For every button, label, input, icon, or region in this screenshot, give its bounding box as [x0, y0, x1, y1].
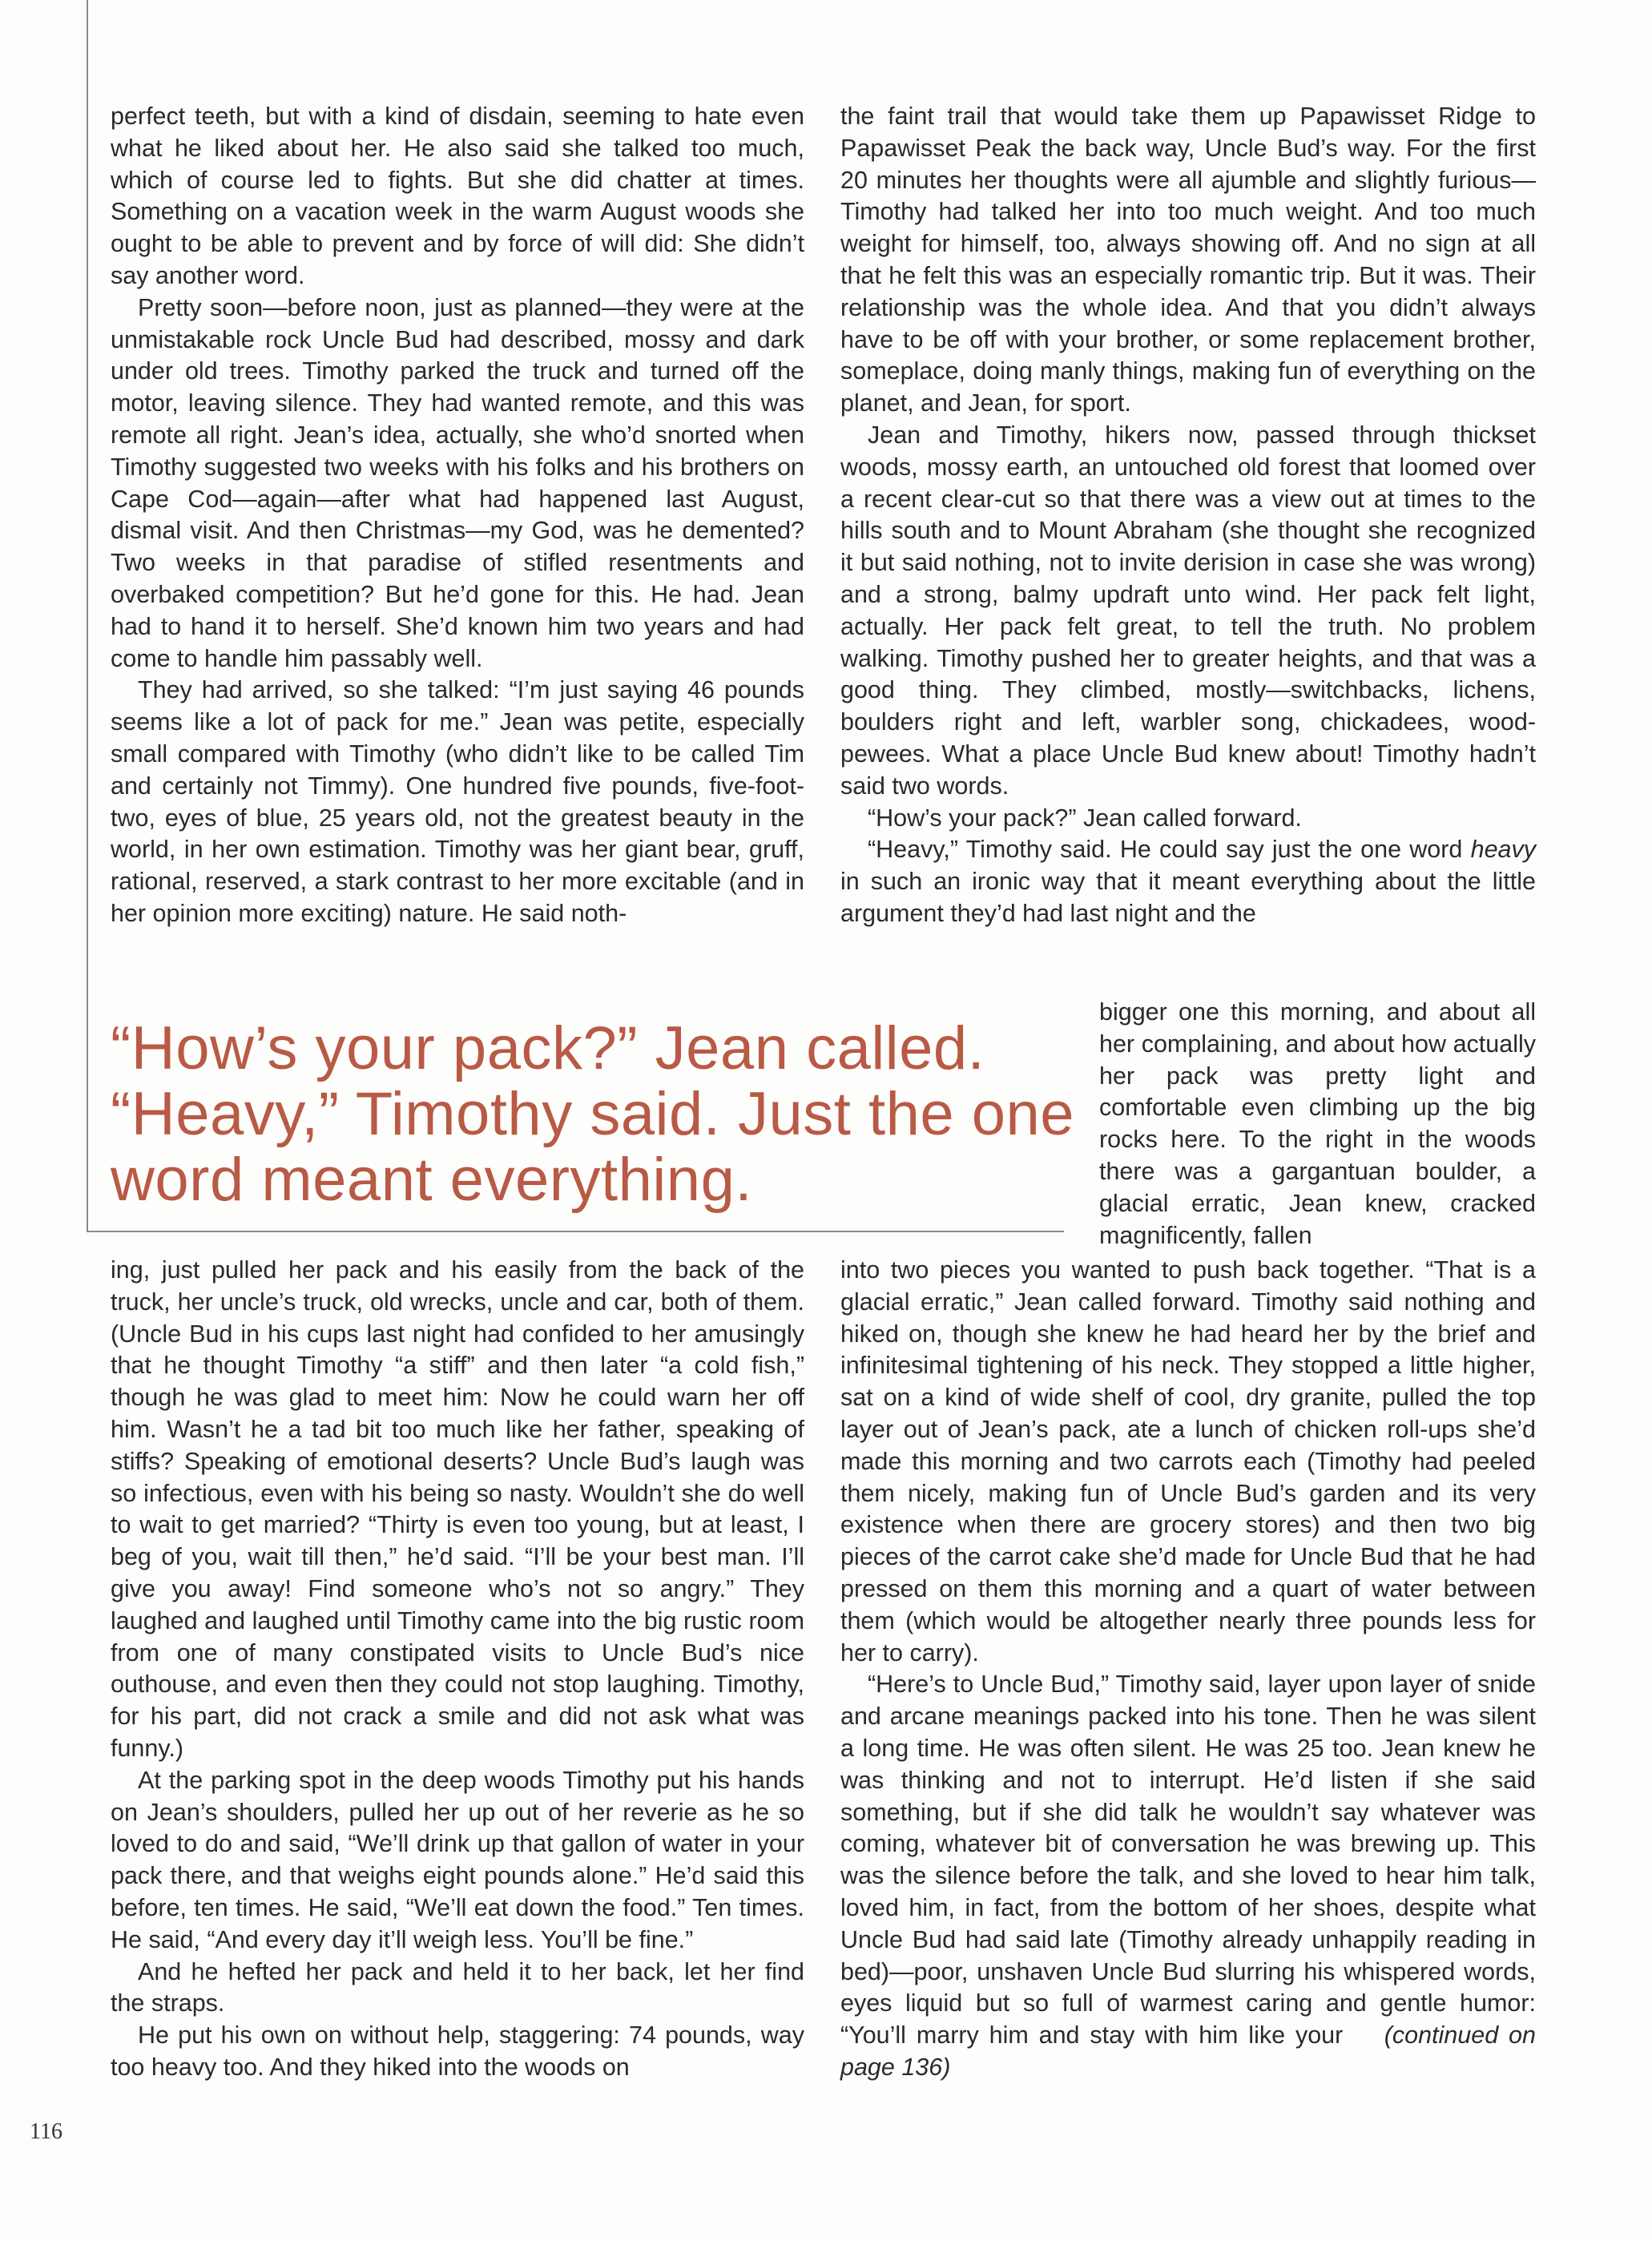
paragraph: perfect teeth, but with a kind of disdain, seeming to hate even what he liked about her. He also said she talked too much, which of course led to fights. But she did chatter at times. Something on a vacation week in the warm August woods she ought to be able to prevent and by force of will did: She didn’t say another word. — [111, 103, 804, 289]
text-run: “Heavy,” Timothy said. He could say just the one word — [868, 836, 1471, 864]
paragraph: Pretty soon—before noon, just as planned—they were at the unmistakable rock Uncle Bud had described, mossy and dark under old trees. Timothy parked the truck and turned off the motor, leaving silence. They had wanted remote, and this was remote all right. Jean’s idea, actually, she who’d snorted when Timothy suggested two weeks with his folks and his brothers on Cape Cod—again—after what had happened last August, dismal visit. And then Christmas—my God, was he demented? Two weeks in that paradise of stifled resentments and overbaked competition? But he’d gone for this. He had. Jean had to hand it to herself. She’d known him two years and had come to handle him passably well. — [111, 293, 804, 672]
column-left-bottom — [111, 1255, 804, 2084]
paragraph — [840, 1669, 1536, 2083]
column-right-narrow — [1099, 997, 1536, 1251]
paragraph: “How’s your pack?” Jean called forward. — [868, 804, 1302, 832]
paragraph: And he hefted her pack and held it to her back, let her find the straps. — [111, 1957, 804, 2017]
paragraph: Jean and Timothy, hikers now, passed through thickset woods, mossy earth, an untouched old forest that loomed over a recent clear-cut so that there was a view out at times to the hills south and to Mount Abraham (she thought she recognized it but said nothing, not to invite derision in case she was wrong) and a strong, balmy updraft unto wind. Her pack felt light, actually. Her pack felt great, to tell the truth. No problem walking. Timothy pushed her to greater heights, and that was a good thing. They climbed, mostly—switchbacks, lichens, boulders right and left, warbler song, chickadees, wood-pewees. What a place Uncle Bud knew about! Timothy hadn’t said two words. — [840, 421, 1536, 800]
paragraph: into two pieces you wanted to push back together. “That is a glacial erratic,” Jean called forward. Timothy said nothing and hiked on, though she knew he had heard her by the brief and infinitesimal tightening of his neck. They stopped a little higher, sat on a kind of wide shelf of cool, dry granite, pulled the top layer out of Jean’s pack, ate a lunch of chicken roll-ups she’d made this morning and two carrots each (Timothy had peeled them nicely, making fun of Uncle Bud’s garden and its very existence when there are grocery stores) and then two big pieces of the carrot cake she’d made for Uncle Bud that he had pressed on them this morning and a quart of water between them (which would be altogether nearly three pounds less for her to carry). — [840, 1256, 1536, 1667]
paragraph: the faint trail that would take them up Papawisset Ridge to Papawisset Peak the back way, Uncle Bud’s way. For the first 20 minutes her thoughts were all ajumble and slightly furious—Timothy had talked her into too much weight. And too much weight for himself, too, always showing off. And no sign at all that he felt this was an especially romantic trip. But it was. Their relationship was the whole idea. And that you didn’t always have to be off with your brother, or some replacement brother, someplace, doing manly things, making fun of everything on the planet, and Jean, for sport. — [840, 103, 1536, 417]
italic-word: heavy — [1470, 836, 1536, 864]
paragraph — [840, 834, 1536, 929]
horizontal-rule — [87, 1231, 1064, 1232]
continued-note: (continued on page 136) — [840, 2021, 1536, 2081]
vertical-rule — [87, 0, 88, 1232]
pull-quote: “How’s your pack?” Jean called. “Heavy,” Timothy said. Just the one word meant everything. — [111, 1014, 1075, 1214]
paragraph: ing, just pulled her pack and his easily from the back of the truck, her uncle’s truck, old wrecks, uncle and car, both of them. (Uncle Bud in his cups last night had confided to her amusingly that he thought Timothy “a stiff” and then later “a cold fish,” though he was glad to meet him: Now he could warn her off him. Wasn’t he a tad bit too much like her father, speaking of stiffs? Speaking of emotional deserts? Uncle Bud’s laugh was so infectious, even with his being so nasty. Wouldn’t she do well to wait to get married? “Thirty is even too young, but at least, I beg of you, wait till then,” he’d said. “I’ll be your best man. I’ll give you away! Find someone who’s not so angry.” They laughed and laughed until Timothy came into the big rustic room from one of many constipated visits to Uncle Bud’s nice outhouse, and even then they could not stop laughing. Timothy, for his part, did not crack a smile and did not ask what was funny.) — [111, 1256, 804, 1762]
column-left-top — [111, 101, 804, 930]
column-right-top — [840, 101, 1536, 930]
paragraph: bigger one this morning, and about all her complaining, and about how actually her pack was pretty light and comfortable even climbing up the big rocks here. To the right in the woods there was a gargantuan boulder, a glacial erratic, Jean knew, cracked magnificently, fallen — [1099, 998, 1536, 1249]
page-number: 116 — [30, 2119, 62, 2144]
text-run: “Here’s to Uncle Bud,” Timothy said, layer upon layer of snide and arcane meanings packed into his tone. Then he was silent a long time. He was often silent. He was 25 too. Jean knew he was thinking and not to interrupt. He’d listen if she said something, but if she did talk he wouldn’t say whatever was coming, whatever bit of conversation he was brewing up. This was the silence before the talk, and she loved to hear him talk, loved him, in fact, from the bottom of her shoes, despite what Uncle Bud had said late (Timothy already unhappily reading in bed)—poor, unshaven Uncle Bud slurring his whispered words, eyes liquid but so full of warmest caring and gentle humor: “You’ll marry him and stay with him like your — [840, 1671, 1536, 2050]
paragraph: At the parking spot in the deep woods Timothy put his hands on Jean’s shoulders, pulled her up out of her reverie as he so loved to do and said, “We’ll drink up that gallon of water in your pack there, and that weighs eight pounds alone.” He’d said this before, ten times. He said, “We’ll eat down the food.” Ten times. He said, “And every day it’ll weigh less. You’ll be fine.” — [111, 1766, 804, 1953]
column-right-bottom — [840, 1255, 1536, 2084]
text-run: in such an ironic way that it meant everything about the little argument they’d had last night and the — [840, 868, 1536, 927]
paragraph: They had arrived, so she talked: “I’m just saying 46 pounds seems like a lot of pack for me.” Jean was petite, especially small compared with Timothy (who didn’t like to be called Tim and certainly not Timmy). One hundred five pounds, five-foot-two, eyes of blue, 25 years old, not the greatest beauty in the world, in her own estimation. Timothy was her giant bear, gruff, rational, reserved, a stark contrast to her more excitable (and in her opinion more exciting) nature. He said noth- — [111, 676, 804, 927]
paragraph: He put his own on without help, staggering: 74 pounds, way too heavy too. And they hiked into the woods on — [111, 2021, 804, 2081]
